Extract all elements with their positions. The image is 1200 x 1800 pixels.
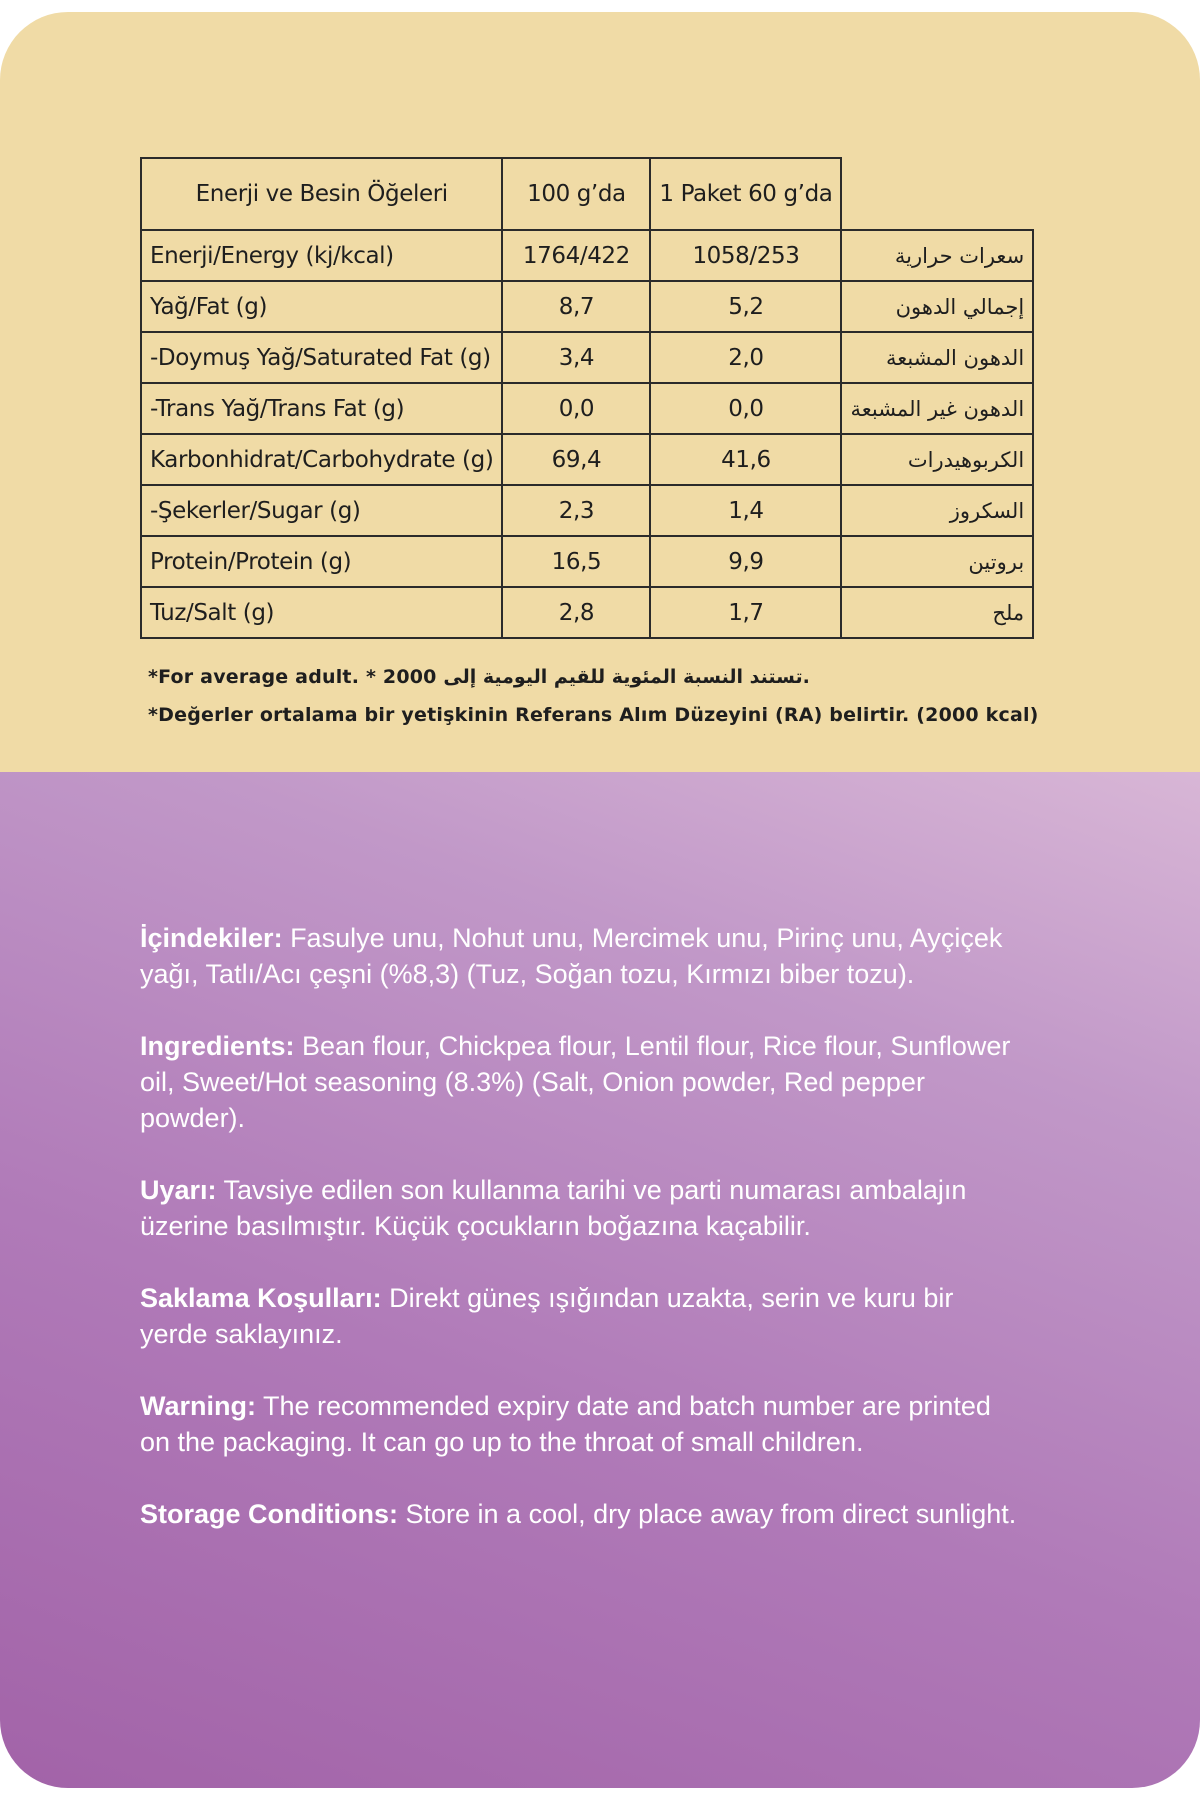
row-per-pack: 0,0 [650, 383, 841, 434]
row-per-pack: 2,0 [650, 332, 841, 383]
nutrition-row-trans-fat [141, 383, 1033, 434]
row-arabic-label: ملح [841, 587, 1033, 638]
footnote-reference-intake: *Değerler ortalama bir yetişkinin Referans Alım Düzeyini (RA) belirtir. (2000 kcal) [148, 704, 1039, 726]
row-label: -Doymuş Yağ/Saturated Fat (g) [141, 332, 502, 383]
nutrition-row-protein [141, 536, 1033, 587]
section-ingredients-en [140, 1028, 1020, 1136]
footnote-average-adult: *For average adult. * 2000 تستند النسبة المئوية للقيم اليومية إلى. [148, 666, 810, 688]
section-body: Direkt güneş ışığından uzakta, serin ve kuru bir yerde saklayınız. [140, 1283, 954, 1349]
row-label: Enerji/Energy (kj/kcal) [141, 230, 502, 281]
section-title: Uyarı: [140, 1175, 217, 1205]
row-per-pack: 9,9 [650, 536, 841, 587]
section-body: Bean flour, Chickpea flour, Lentil flour, Rice flour, Sunflower oil, Sweet/Hot seasoning (8.3%) (Salt, Onion powder, Red pepper powder). [140, 1031, 1011, 1133]
nutrition-table [140, 157, 1034, 639]
nutrition-row-energy [141, 230, 1033, 281]
row-per-100g: 2,8 [502, 587, 650, 638]
nutrition-row-sugar [141, 485, 1033, 536]
row-per-100g: 69,4 [502, 434, 650, 485]
label-card [0, 12, 1200, 1788]
row-arabic-label: سعرات حرارية [841, 230, 1033, 281]
row-per-100g: 0,0 [502, 383, 650, 434]
header-per-100g: 100 g’da [502, 158, 650, 230]
section-body: The recommended expiry date and batch number are printed on the packaging. It can go up to the throat of small children. [140, 1391, 991, 1457]
row-arabic-label: الدهون المشبعة [841, 332, 1033, 383]
row-label: Protein/Protein (g) [141, 536, 502, 587]
row-per-pack: 1,7 [650, 587, 841, 638]
section-title: Warning: [140, 1391, 256, 1421]
section-title: Ingredients: [140, 1031, 295, 1061]
row-arabic-label: بروتين [841, 536, 1033, 587]
nutrition-row-saturated-fat [141, 332, 1033, 383]
row-per-100g: 16,5 [502, 536, 650, 587]
section-body: Fasulye unu, Nohut unu, Mercimek unu, Pirinç unu, Ayçiçek yağı, Tatlı/Acı çeşni (%8,3) (Tuz, Soğan tozu, Kırmızı biber tozu). [140, 923, 1003, 989]
row-per-100g: 8,7 [502, 281, 650, 332]
nutrition-row-fat [141, 281, 1033, 332]
nutrition-row-carbohydrate [141, 434, 1033, 485]
row-arabic-label: إجمالي الدهون [841, 281, 1033, 332]
nutrition-panel [0, 12, 1200, 772]
row-per-100g: 3,4 [502, 332, 650, 383]
row-per-100g: 2,3 [502, 485, 650, 536]
row-arabic-label: السكروز [841, 485, 1033, 536]
section-title: İçindekiler: [140, 923, 283, 953]
section-warning-en [140, 1388, 1020, 1460]
section-storage-en [140, 1496, 1020, 1532]
row-arabic-label: الكربوهيدرات [841, 434, 1033, 485]
section-warning-tr [140, 1172, 1020, 1244]
section-body: Store in a cool, dry place away from direct sunlight. [398, 1499, 1017, 1529]
row-label: -Şekerler/Sugar (g) [141, 485, 502, 536]
section-ingredients-tr [140, 920, 1020, 992]
header-label: Enerji ve Besin Öğeleri [141, 158, 502, 230]
row-arabic-label: الدهون غير المشبعة [841, 383, 1033, 434]
row-label: Karbonhidrat/Carbohydrate (g) [141, 434, 502, 485]
row-per-100g: 1764/422 [502, 230, 650, 281]
header-blank [841, 158, 1033, 230]
section-storage-tr [140, 1280, 1020, 1352]
nutrition-row-salt [141, 587, 1033, 638]
row-label: Yağ/Fat (g) [141, 281, 502, 332]
row-per-pack: 1058/253 [650, 230, 841, 281]
row-per-pack: 41,6 [650, 434, 841, 485]
row-label: -Trans Yağ/Trans Fat (g) [141, 383, 502, 434]
section-title: Saklama Koşulları: [140, 1283, 382, 1313]
section-title: Storage Conditions: [140, 1499, 398, 1529]
header-per-pack: 1 Paket 60 g’da [650, 158, 841, 230]
row-per-pack: 5,2 [650, 281, 841, 332]
row-label: Tuz/Salt (g) [141, 587, 502, 638]
row-per-pack: 1,4 [650, 485, 841, 536]
info-sections [140, 920, 1020, 1568]
nutrition-table-header [141, 158, 1033, 230]
nutrition-footnotes [148, 666, 1039, 726]
section-body: Tavsiye edilen son kullanma tarihi ve parti numarası ambalajın üzerine basılmıştır. Küçük çocukların boğazına kaçabilir. [140, 1175, 967, 1241]
